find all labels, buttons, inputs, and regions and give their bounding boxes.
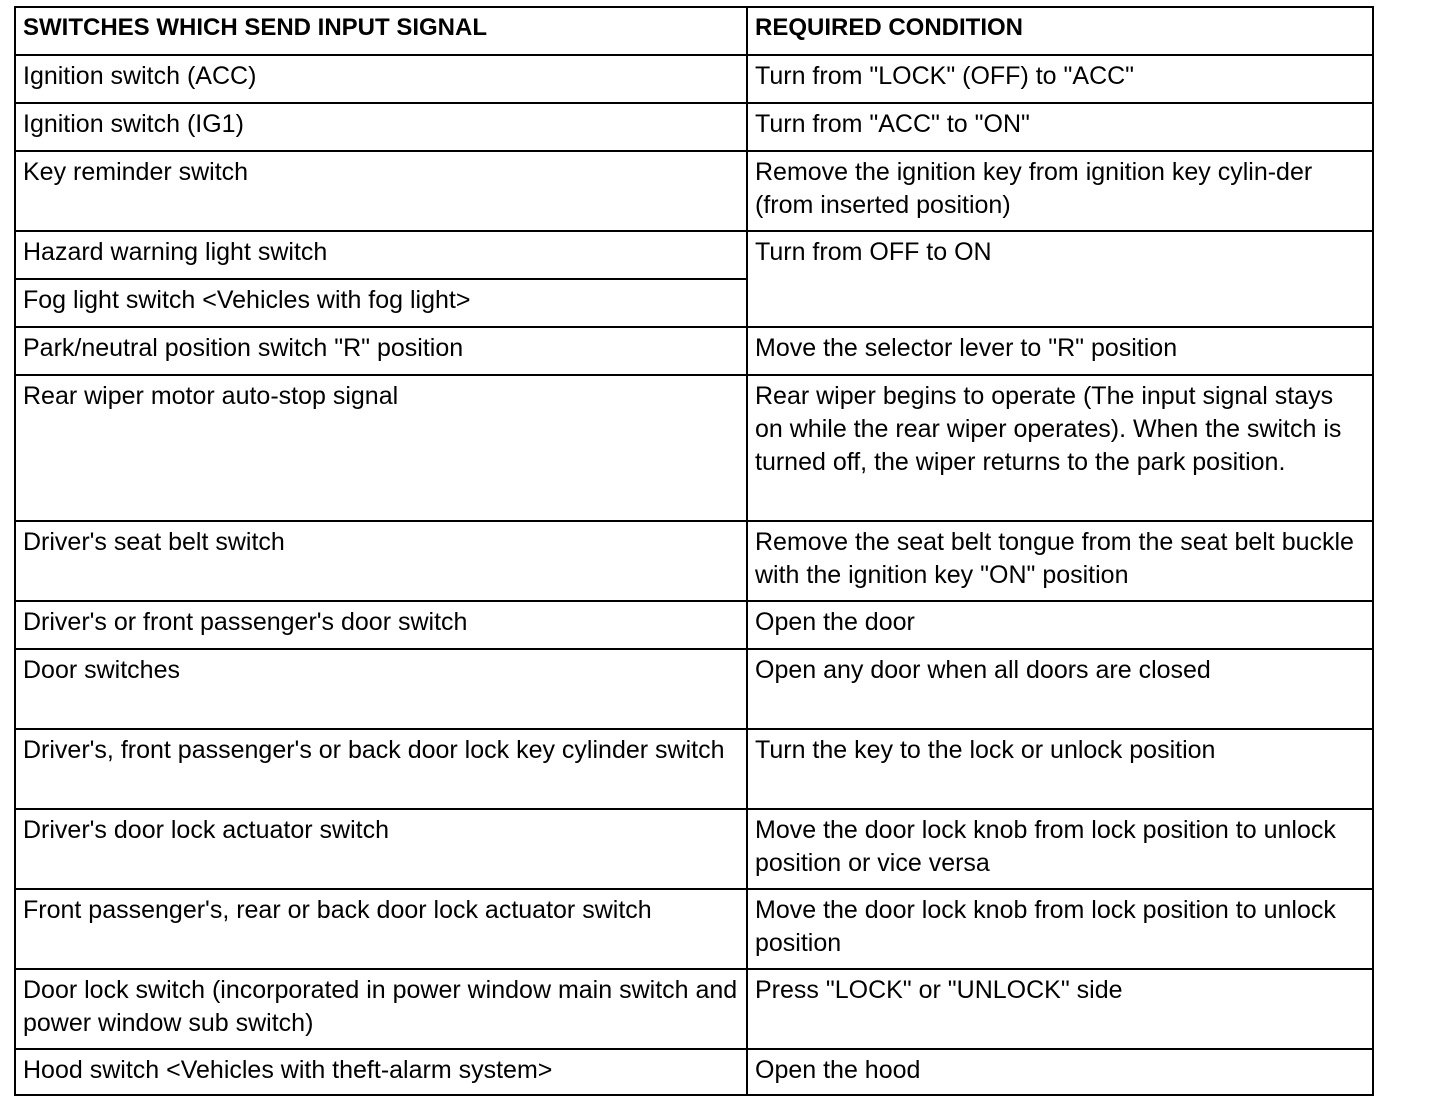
table-row bbox=[15, 327, 1373, 375]
condition-cell: Turn from "ACC" to "ON" bbox=[747, 103, 1373, 151]
condition-cell: Move the door lock knob from lock position to unlock position or vice versa bbox=[747, 809, 1373, 889]
switch-cell: Ignition switch (ACC) bbox=[15, 55, 747, 103]
condition-cell: Press "LOCK" or "UNLOCK" side bbox=[747, 969, 1373, 1049]
table-row bbox=[15, 521, 1373, 601]
condition-cell: Turn from "LOCK" (OFF) to "ACC" bbox=[747, 55, 1373, 103]
switch-cell: Driver's or front passenger's door switch bbox=[15, 601, 747, 649]
table-row bbox=[15, 729, 1373, 809]
switch-cell: Rear wiper motor auto-stop signal bbox=[15, 375, 747, 521]
switch-cell: Driver's door lock actuator switch bbox=[15, 809, 747, 889]
condition-cell: Open the door bbox=[747, 601, 1373, 649]
header-switches: SWITCHES WHICH SEND INPUT SIGNAL bbox=[15, 7, 747, 55]
condition-cell: Open the hood bbox=[747, 1049, 1373, 1095]
table-row bbox=[15, 601, 1373, 649]
condition-cell: Move the selector lever to "R" position bbox=[747, 327, 1373, 375]
condition-cell: Turn from OFF to ON bbox=[747, 231, 1373, 327]
switch-cell: Ignition switch (IG1) bbox=[15, 103, 747, 151]
switch-cell: Hazard warning light switch bbox=[15, 231, 747, 279]
switch-cell: Front passenger's, rear or back door lock actuator switch bbox=[15, 889, 747, 969]
input-signal-table bbox=[14, 6, 1374, 1096]
header-required-condition: REQUIRED CONDITION bbox=[747, 7, 1373, 55]
table-row bbox=[15, 1049, 1373, 1095]
table-row bbox=[15, 375, 1373, 521]
condition-cell: Rear wiper begins to operate (The input signal stays on while the rear wiper operates). When the switch is turned off, the wiper returns to the park position. bbox=[747, 375, 1373, 521]
switch-cell: Door switches bbox=[15, 649, 747, 729]
condition-cell: Move the door lock knob from lock position to unlock position bbox=[747, 889, 1373, 969]
table-row bbox=[15, 889, 1373, 969]
condition-cell: Remove the seat belt tongue from the seat belt buckle with the ignition key "ON" position bbox=[747, 521, 1373, 601]
switch-cell: Door lock switch (incorporated in power window main switch and power window sub switch) bbox=[15, 969, 747, 1049]
table-row bbox=[15, 649, 1373, 729]
table-row bbox=[15, 103, 1373, 151]
table-row bbox=[15, 55, 1373, 103]
condition-cell: Turn the key to the lock or unlock position bbox=[747, 729, 1373, 809]
switch-cell: Fog light switch <Vehicles with fog light> bbox=[15, 279, 747, 327]
table-row bbox=[15, 151, 1373, 231]
table-row bbox=[15, 969, 1373, 1049]
table-row bbox=[15, 231, 1373, 279]
switch-cell: Hood switch <Vehicles with theft-alarm system> bbox=[15, 1049, 747, 1095]
switch-cell: Key reminder switch bbox=[15, 151, 747, 231]
switch-cell: Driver's seat belt switch bbox=[15, 521, 747, 601]
condition-cell: Remove the ignition key from ignition key cylin-der (from inserted position) bbox=[747, 151, 1373, 231]
header-row bbox=[15, 7, 1373, 55]
switch-cell: Driver's, front passenger's or back door lock key cylinder switch bbox=[15, 729, 747, 809]
condition-cell: Open any door when all doors are closed bbox=[747, 649, 1373, 729]
table-row bbox=[15, 809, 1373, 889]
switch-cell: Park/neutral position switch "R" position bbox=[15, 327, 747, 375]
